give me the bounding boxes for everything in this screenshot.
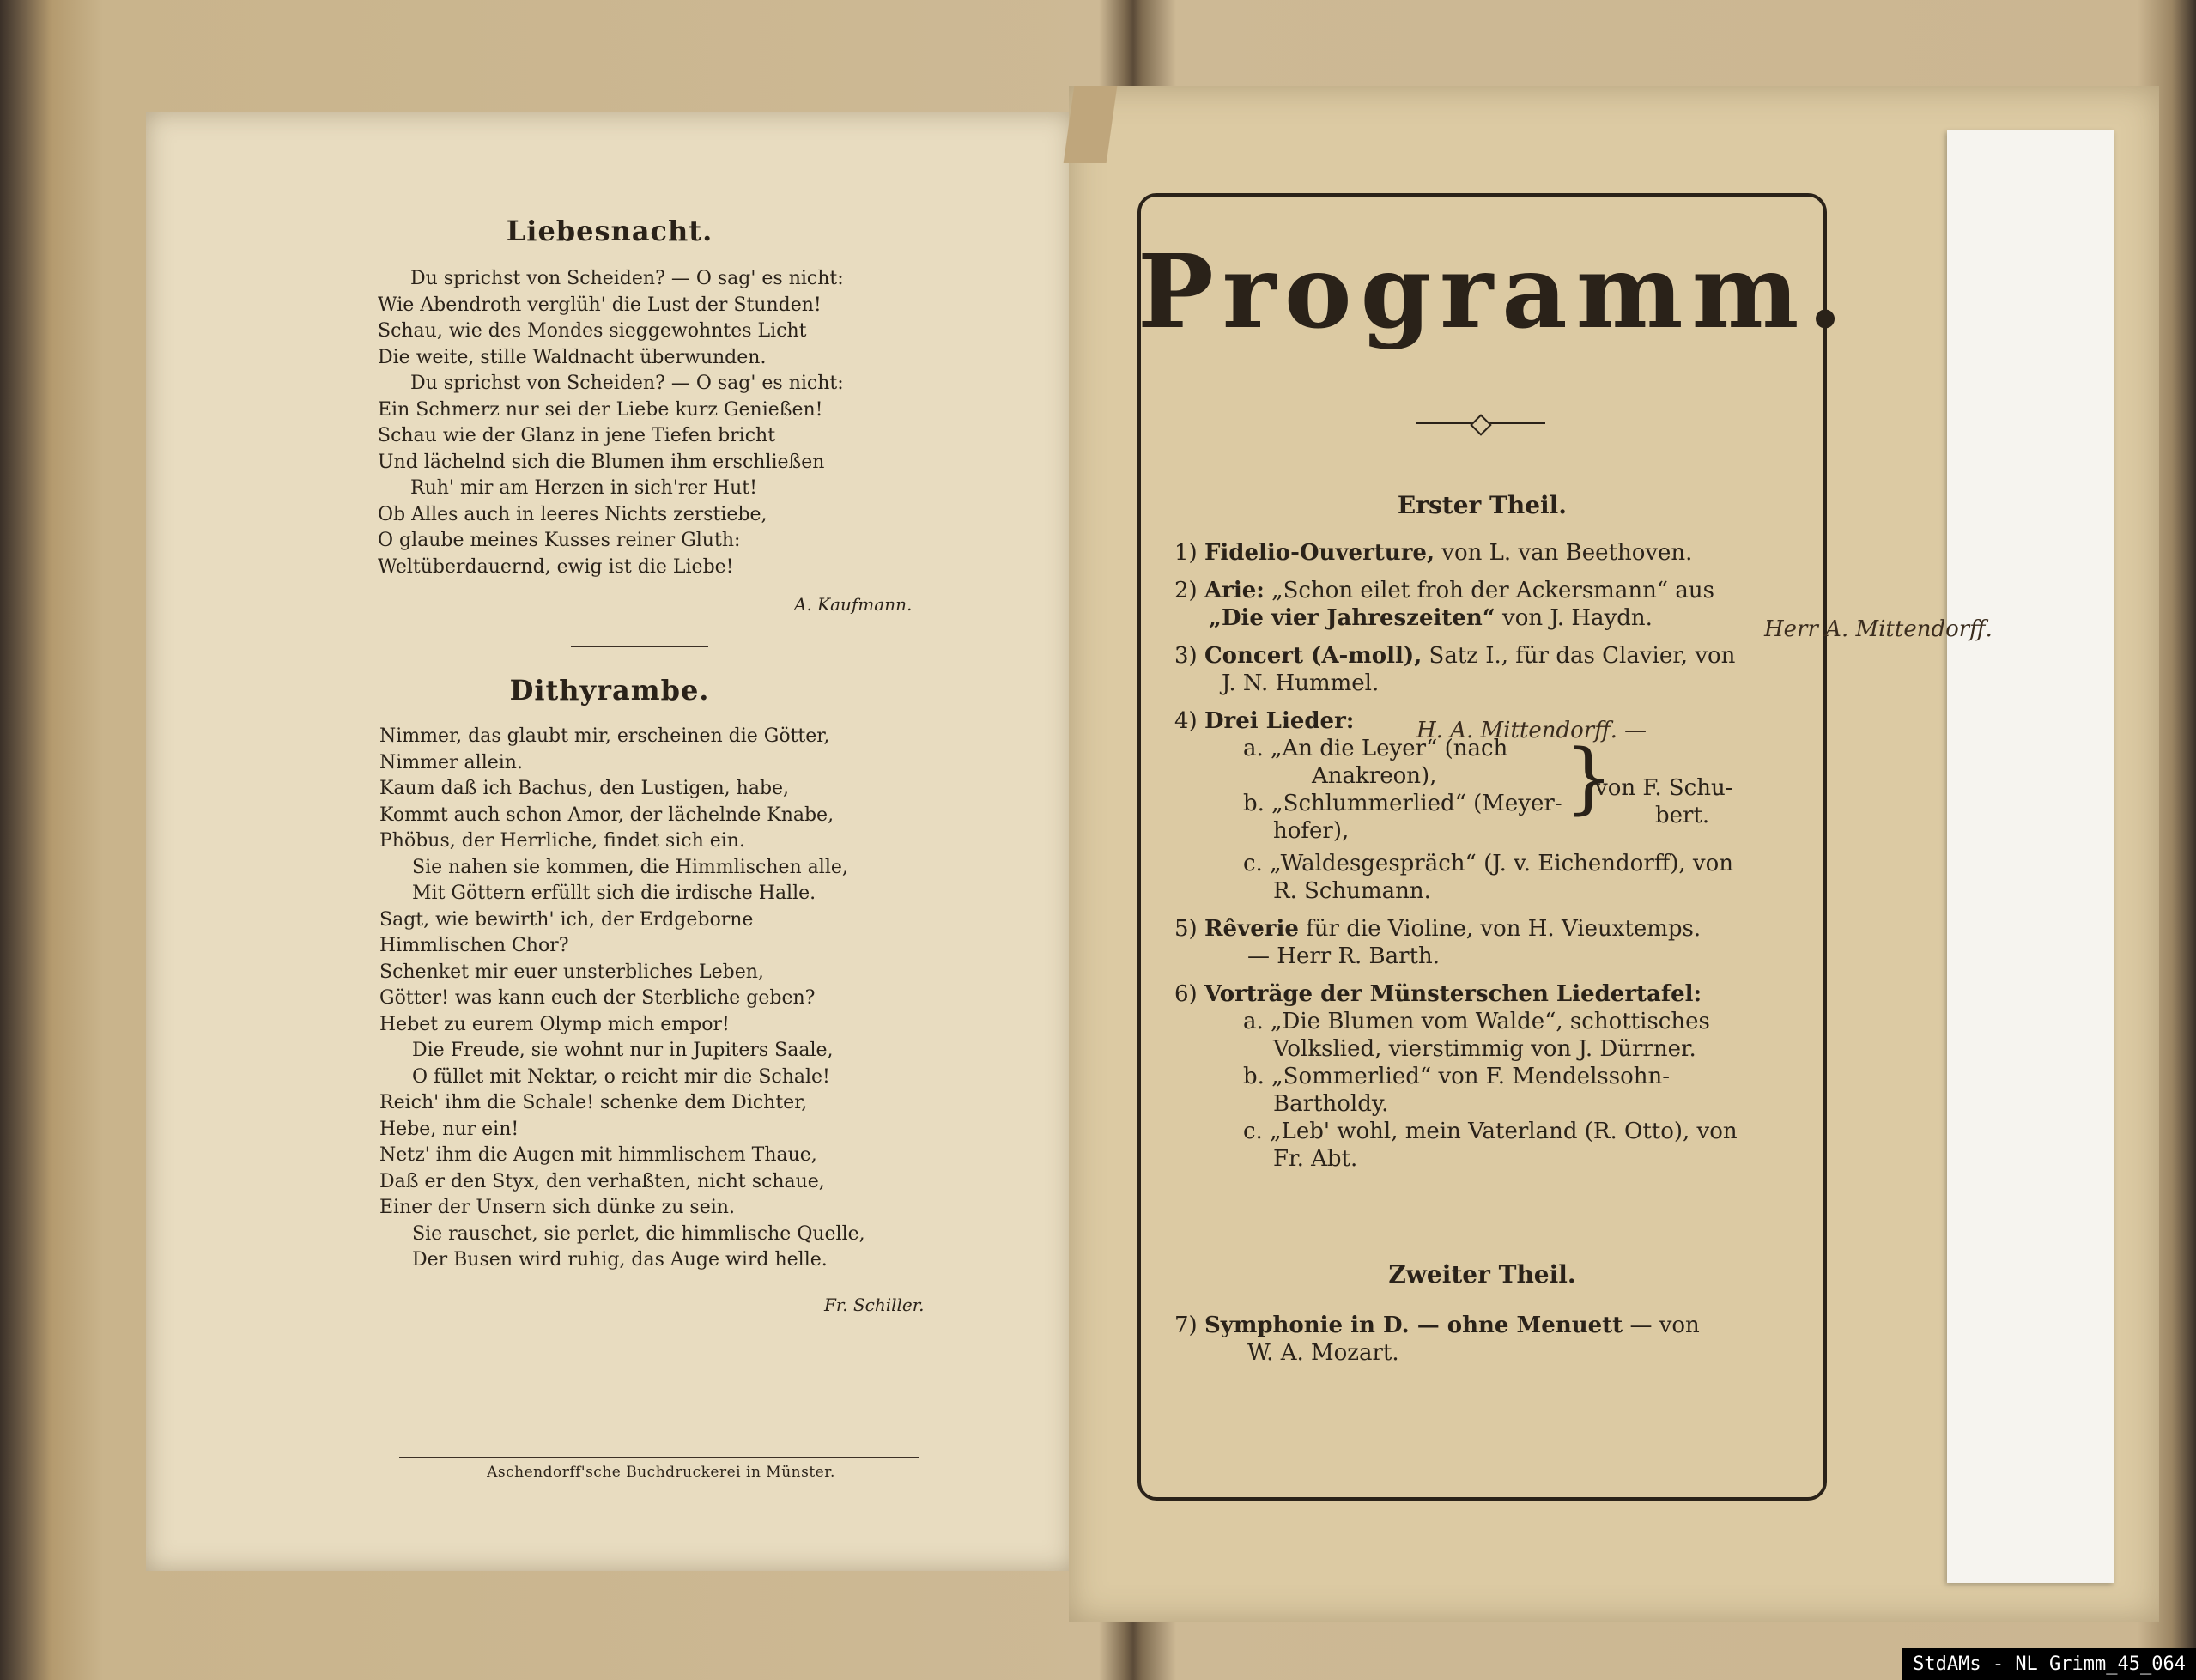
archive-watermark: StdAMs - NL Grimm_45_064: [1902, 1648, 2196, 1680]
verse-line: Ein Schmerz nur sei der Liebe kurz Genießen!: [378, 398, 823, 421]
printer-imprint: Aschendorff'sche Buchdruckerei in Münster.: [487, 1464, 835, 1481]
section-divider: [571, 646, 708, 647]
program-item-4b-line2: hofer),: [1273, 818, 1350, 844]
program-item-3-line2: J. N. Hummel.: [1222, 670, 1380, 696]
program-list-part-one: [1174, 539, 1810, 1173]
verse-line: Nimmer, das glaubt mir, erscheinen die Götter,: [379, 725, 830, 747]
program-item-4a-line2: Anakreon),: [1312, 763, 1437, 789]
program-item-4: 4) Drei Lieder:: [1174, 708, 1355, 734]
verse-line: Weltüberdauernd, ewig ist die Liebe!: [378, 555, 734, 578]
poem-title-liebesnacht: Liebesnacht.: [506, 215, 713, 247]
program-item-7-line2: W. A. Mozart.: [1247, 1340, 1399, 1366]
program-item-6c: c. „Leb' wohl, mein Vaterland (R. Otto), von: [1243, 1119, 1738, 1144]
verse-line: Und lächelnd sich die Blumen ihm erschließen: [378, 451, 825, 473]
program-item-1: 1) Fidelio-Ouverture, von L. van Beethoven.: [1174, 540, 1693, 566]
verse-line: Du sprichst von Scheiden? — O sag' es nicht:: [410, 373, 844, 394]
verse-line: Einer der Unsern sich dünke zu sein.: [379, 1197, 735, 1218]
verse-line: Mit Göttern erfüllt sich die irdische Halle.: [412, 882, 816, 904]
verse-line: Hebe, nur ein!: [379, 1118, 519, 1140]
program-item-4c-line2: R. Schumann.: [1273, 878, 1431, 904]
curly-brace-icon: }: [1564, 733, 1614, 823]
program-item-5: 5) Rêverie für die Violine, von H. Vieuxtemps.: [1174, 916, 1702, 942]
verse-line: O füllet mit Nektar, o reicht mir die Schale!: [412, 1065, 830, 1088]
verse-line: Nimmer allein.: [379, 751, 523, 773]
verse-line: Sagt, wie bewirth' ich, der Erdgeborne: [379, 908, 754, 931]
poem-author-schiller: Fr. Schiller.: [824, 1295, 925, 1315]
verse-line: Schau, wie des Mondes sieggewohntes Licht: [378, 320, 807, 342]
program-item-6b-line2: Bartholdy.: [1273, 1091, 1389, 1117]
verse-line: O glaube meines Kusses reiner Gluth:: [378, 530, 741, 551]
program-title: Programm.: [1137, 232, 1852, 351]
verse-line: Ruh' mir am Herzen in sich'rer Hut!: [410, 477, 757, 499]
program-item-7: 7) Symphonie in D. — ohne Menuett — von: [1174, 1313, 1700, 1338]
verse-line: Götter! was kann euch der Sterbliche geben?: [379, 987, 816, 1009]
part-two-heading: Zweiter Theil.: [1388, 1260, 1576, 1289]
program-item-4c: c. „Waldesgespräch“ (J. v. Eichendorff), von: [1243, 851, 1733, 876]
program-item-6b: b. „Sommerlied“ von F. Mendelssohn-: [1243, 1064, 1671, 1089]
program-item-2-line2: „Die vier Jahreszeiten“ von J. Haydn.: [1209, 605, 1653, 631]
verse-line: Kommt auch schon Amor, der lächelnde Knabe,: [379, 804, 834, 826]
white-paper-slip: [1947, 130, 2114, 1583]
program-item-6a-line2: Volkslied, vierstimmig von J. Dürrner.: [1273, 1036, 1696, 1062]
verse-line: Kaum daß ich Bachus, den Lustigen, habe,: [379, 778, 790, 799]
imprint-rule: [399, 1457, 919, 1458]
verse-line: Schenket mir euer unsterbliches Leben,: [379, 961, 764, 983]
program-item-4a: a. „An die Leyer“ (nach: [1243, 736, 1508, 761]
part-one-heading: Erster Theil.: [1397, 491, 1568, 519]
program-item-6a: a. „Die Blumen vom Walde“, schottisches: [1243, 1009, 1710, 1034]
verse-line: Du sprichst von Scheiden? — O sag' es nicht:: [410, 268, 844, 289]
poem-title-dithyrambe: Dithyrambe.: [509, 674, 710, 707]
verse-line: Daß er den Styx, den verhaßten, nicht schaue,: [379, 1170, 825, 1192]
verse-line: Sie rauschet, sie perlet, die himmlische Quelle,: [412, 1222, 865, 1245]
verse-line: Wie Abendroth verglüh' die Lust der Stunden!: [378, 294, 822, 316]
verse-line: Schau wie der Glanz in jene Tiefen bricht: [378, 425, 776, 446]
program-item-3: 3) Concert (A-moll), Satz I., für das Clavier, von: [1174, 643, 1736, 669]
program-item-6c-line2: Fr. Abt.: [1273, 1146, 1358, 1172]
verse-line: Ob Alles auch in leeres Nichts zerstiebe,: [378, 503, 767, 525]
program-item-6: 6) Vorträge der Münsterschen Liedertafel:: [1174, 981, 1702, 1007]
verse-line: Phöbus, der Herrliche, findet sich ein.: [379, 830, 745, 852]
verse-line: Die weite, stille Waldnacht überwunden.: [378, 346, 767, 368]
handwritten-note-performer: Herr A. Mittendorff.: [1764, 616, 1993, 642]
verse-line: Netz' ihm die Augen mit himmlischem Thaue,: [379, 1144, 817, 1166]
program-item-4b: b. „Schlummerlied“ (Meyer-: [1243, 791, 1562, 816]
verse-line: Der Busen wird ruhig, das Auge wird helle.: [412, 1249, 828, 1271]
program-list-part-two: [1174, 1312, 1810, 1367]
verse-line: Sie nahen sie kommen, die Himmlischen alle,: [412, 856, 848, 878]
verse-line: Reich' ihm die Schale! schenke dem Dichter,: [379, 1092, 808, 1113]
verse-line: Himmlischen Chor?: [379, 935, 569, 956]
program-item-2: 2) Arie: „Schon eilet froh der Ackersmann“ aus: [1174, 578, 1714, 603]
verse-line: Hebet zu eurem Olymp mich empor!: [379, 1013, 730, 1035]
program-item-4ab-composer: von F. Schu- bert.: [1595, 775, 1733, 828]
poem-author-kaufmann: A. Kaufmann.: [794, 594, 913, 615]
poem-liebesnacht: [378, 266, 844, 580]
handwritten-note-performer-2: H. A. Mittendorff. —: [1416, 718, 1647, 743]
poem-dithyrambe: [379, 724, 865, 1274]
program-item-5-line2: — Herr R. Barth.: [1247, 943, 1441, 969]
verse-line: Die Freude, sie wohnt nur in Jupiters Saale,: [412, 1040, 834, 1061]
